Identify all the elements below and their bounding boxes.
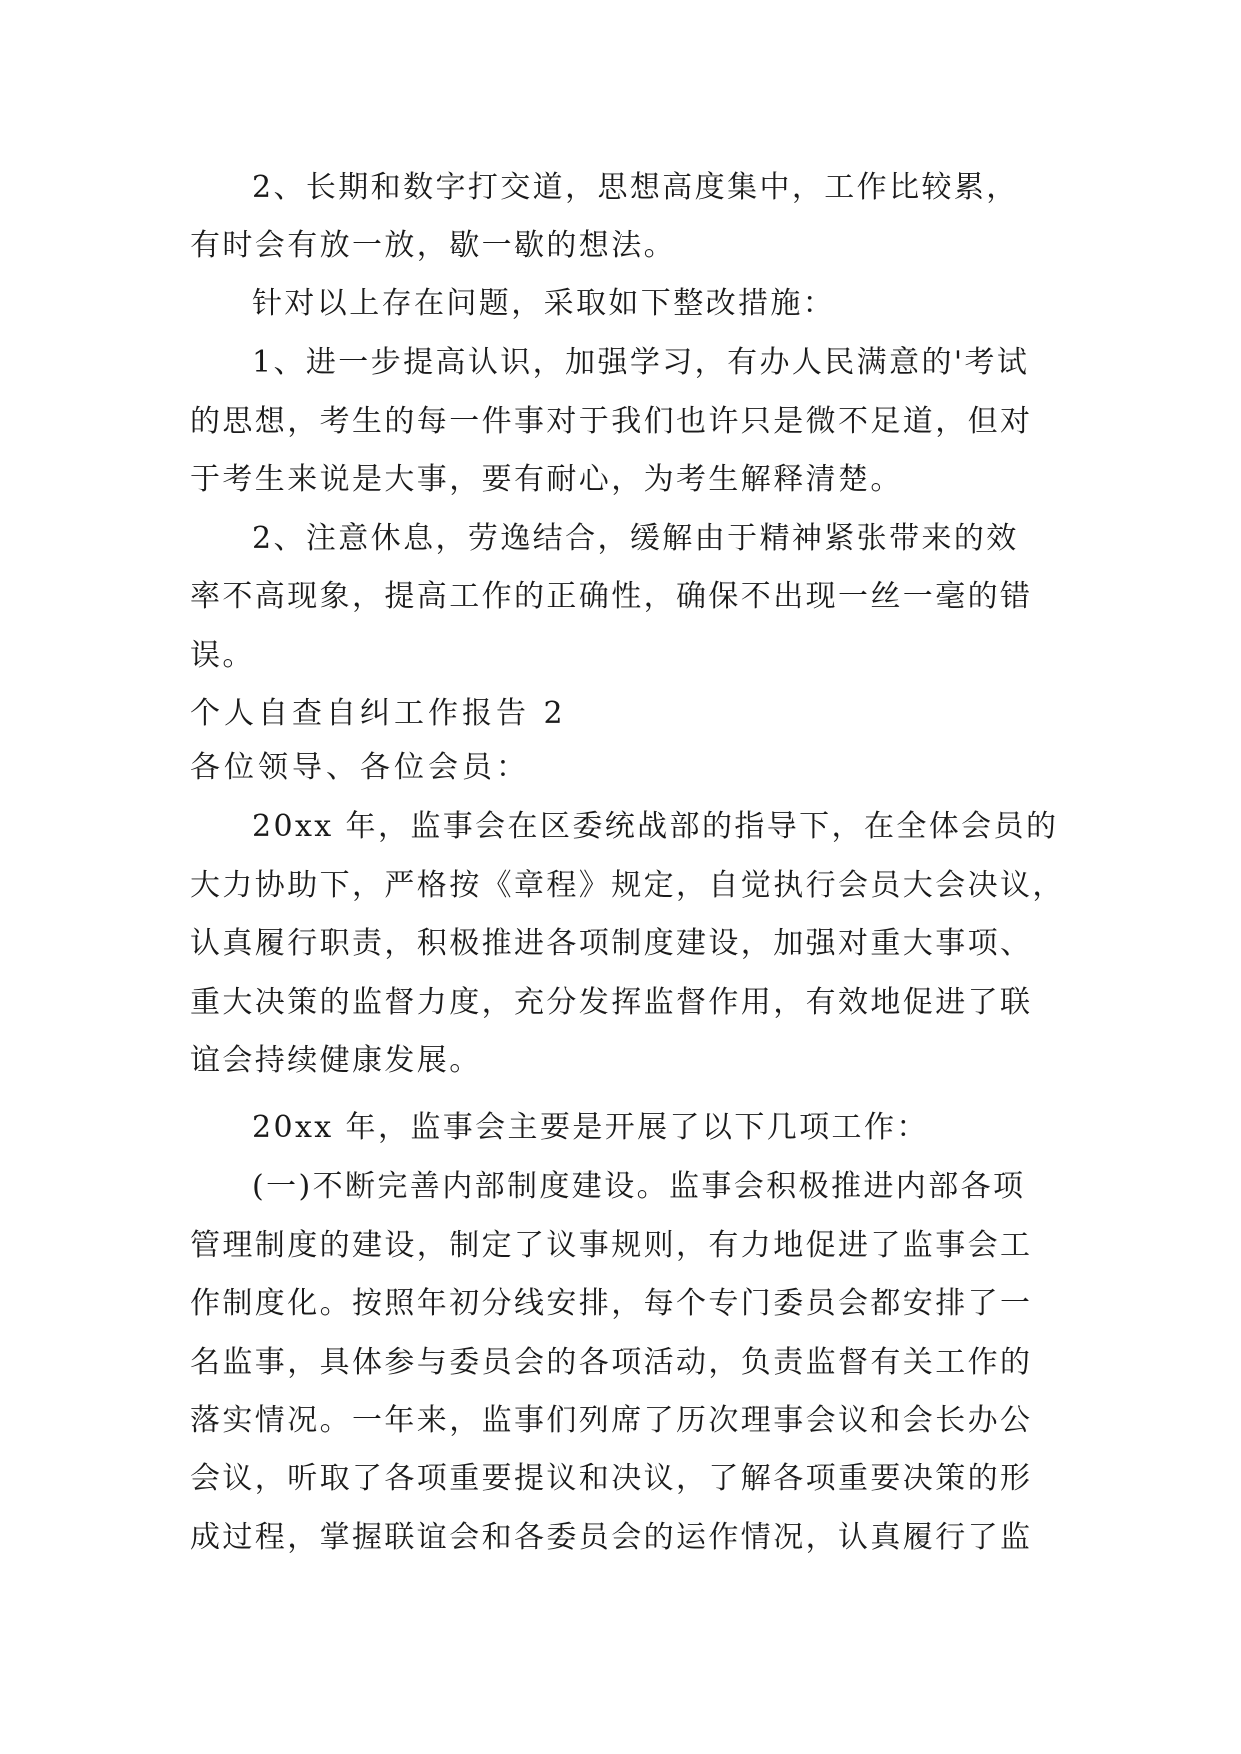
paragraph-line: 大力协助下，严格按《章程》规定，自觉执行会员大会决议， — [190, 868, 1065, 903]
paragraph-line: 2、注意休息，劳逸结合，缓解由于精神紧张带来的效 — [252, 521, 1019, 556]
paragraph-line: 针对以上存在问题，采取如下整改措施： — [252, 286, 836, 321]
salutation: 各位领导、各位会员： — [190, 750, 530, 785]
paragraph-line: (一)不断完善内部制度建设。监事会积极推进内部各项 — [252, 1169, 1026, 1204]
paragraph-line: 成过程，掌握联谊会和各委员会的运作情况，认真履行了监 — [190, 1520, 1033, 1555]
paragraph-line: 重大决策的监督力度，充分发挥监督作用，有效地促进了联 — [190, 985, 1033, 1020]
section-title: 个人自查自纠工作报告 2 — [190, 696, 567, 731]
paragraph-line: 管理制度的建设，制定了议事规则，有力地促进了监事会工 — [190, 1228, 1033, 1263]
paragraph-line: 20xx 年，监事会在区委统战部的指导下，在全体会员的 — [252, 809, 1059, 844]
paragraph-line: 误。 — [190, 638, 255, 673]
paragraph-line: 率不高现象，提高工作的正确性，确保不出现一丝一毫的错 — [190, 579, 1033, 614]
paragraph-line: 认真履行职责，积极推进各项制度建设，加强对重大事项、 — [190, 926, 1033, 961]
paragraph-line: 作制度化。按照年初分线安排，每个专门委员会都安排了一 — [190, 1286, 1033, 1321]
paragraph-line: 有时会有放一放，歇一歇的想法。 — [190, 228, 676, 263]
paragraph-line: 2、长期和数字打交道，思想高度集中，工作比较累， — [252, 170, 1019, 205]
paragraph-line: 谊会持续健康发展。 — [190, 1043, 482, 1078]
paragraph-line: 名监事，具体参与委员会的各项活动，负责监督有关工作的 — [190, 1345, 1033, 1380]
paragraph-line: 落实情况。一年来，监事们列席了历次理事会议和会长办公 — [190, 1403, 1033, 1438]
paragraph-line: 20xx 年，监事会主要是开展了以下几项工作： — [252, 1110, 929, 1145]
paragraph-line: 于考生来说是大事，要有耐心，为考生解释清楚。 — [190, 462, 903, 497]
paragraph-line: 的思想，考生的每一件事对于我们也许只是微不足道，但对 — [190, 404, 1033, 439]
paragraph-line: 1、进一步提高认识，加强学习，有办人民满意的'考试 — [252, 345, 1030, 380]
paragraph-line: 会议，听取了各项重要提议和决议，了解各项重要决策的形 — [190, 1461, 1033, 1496]
